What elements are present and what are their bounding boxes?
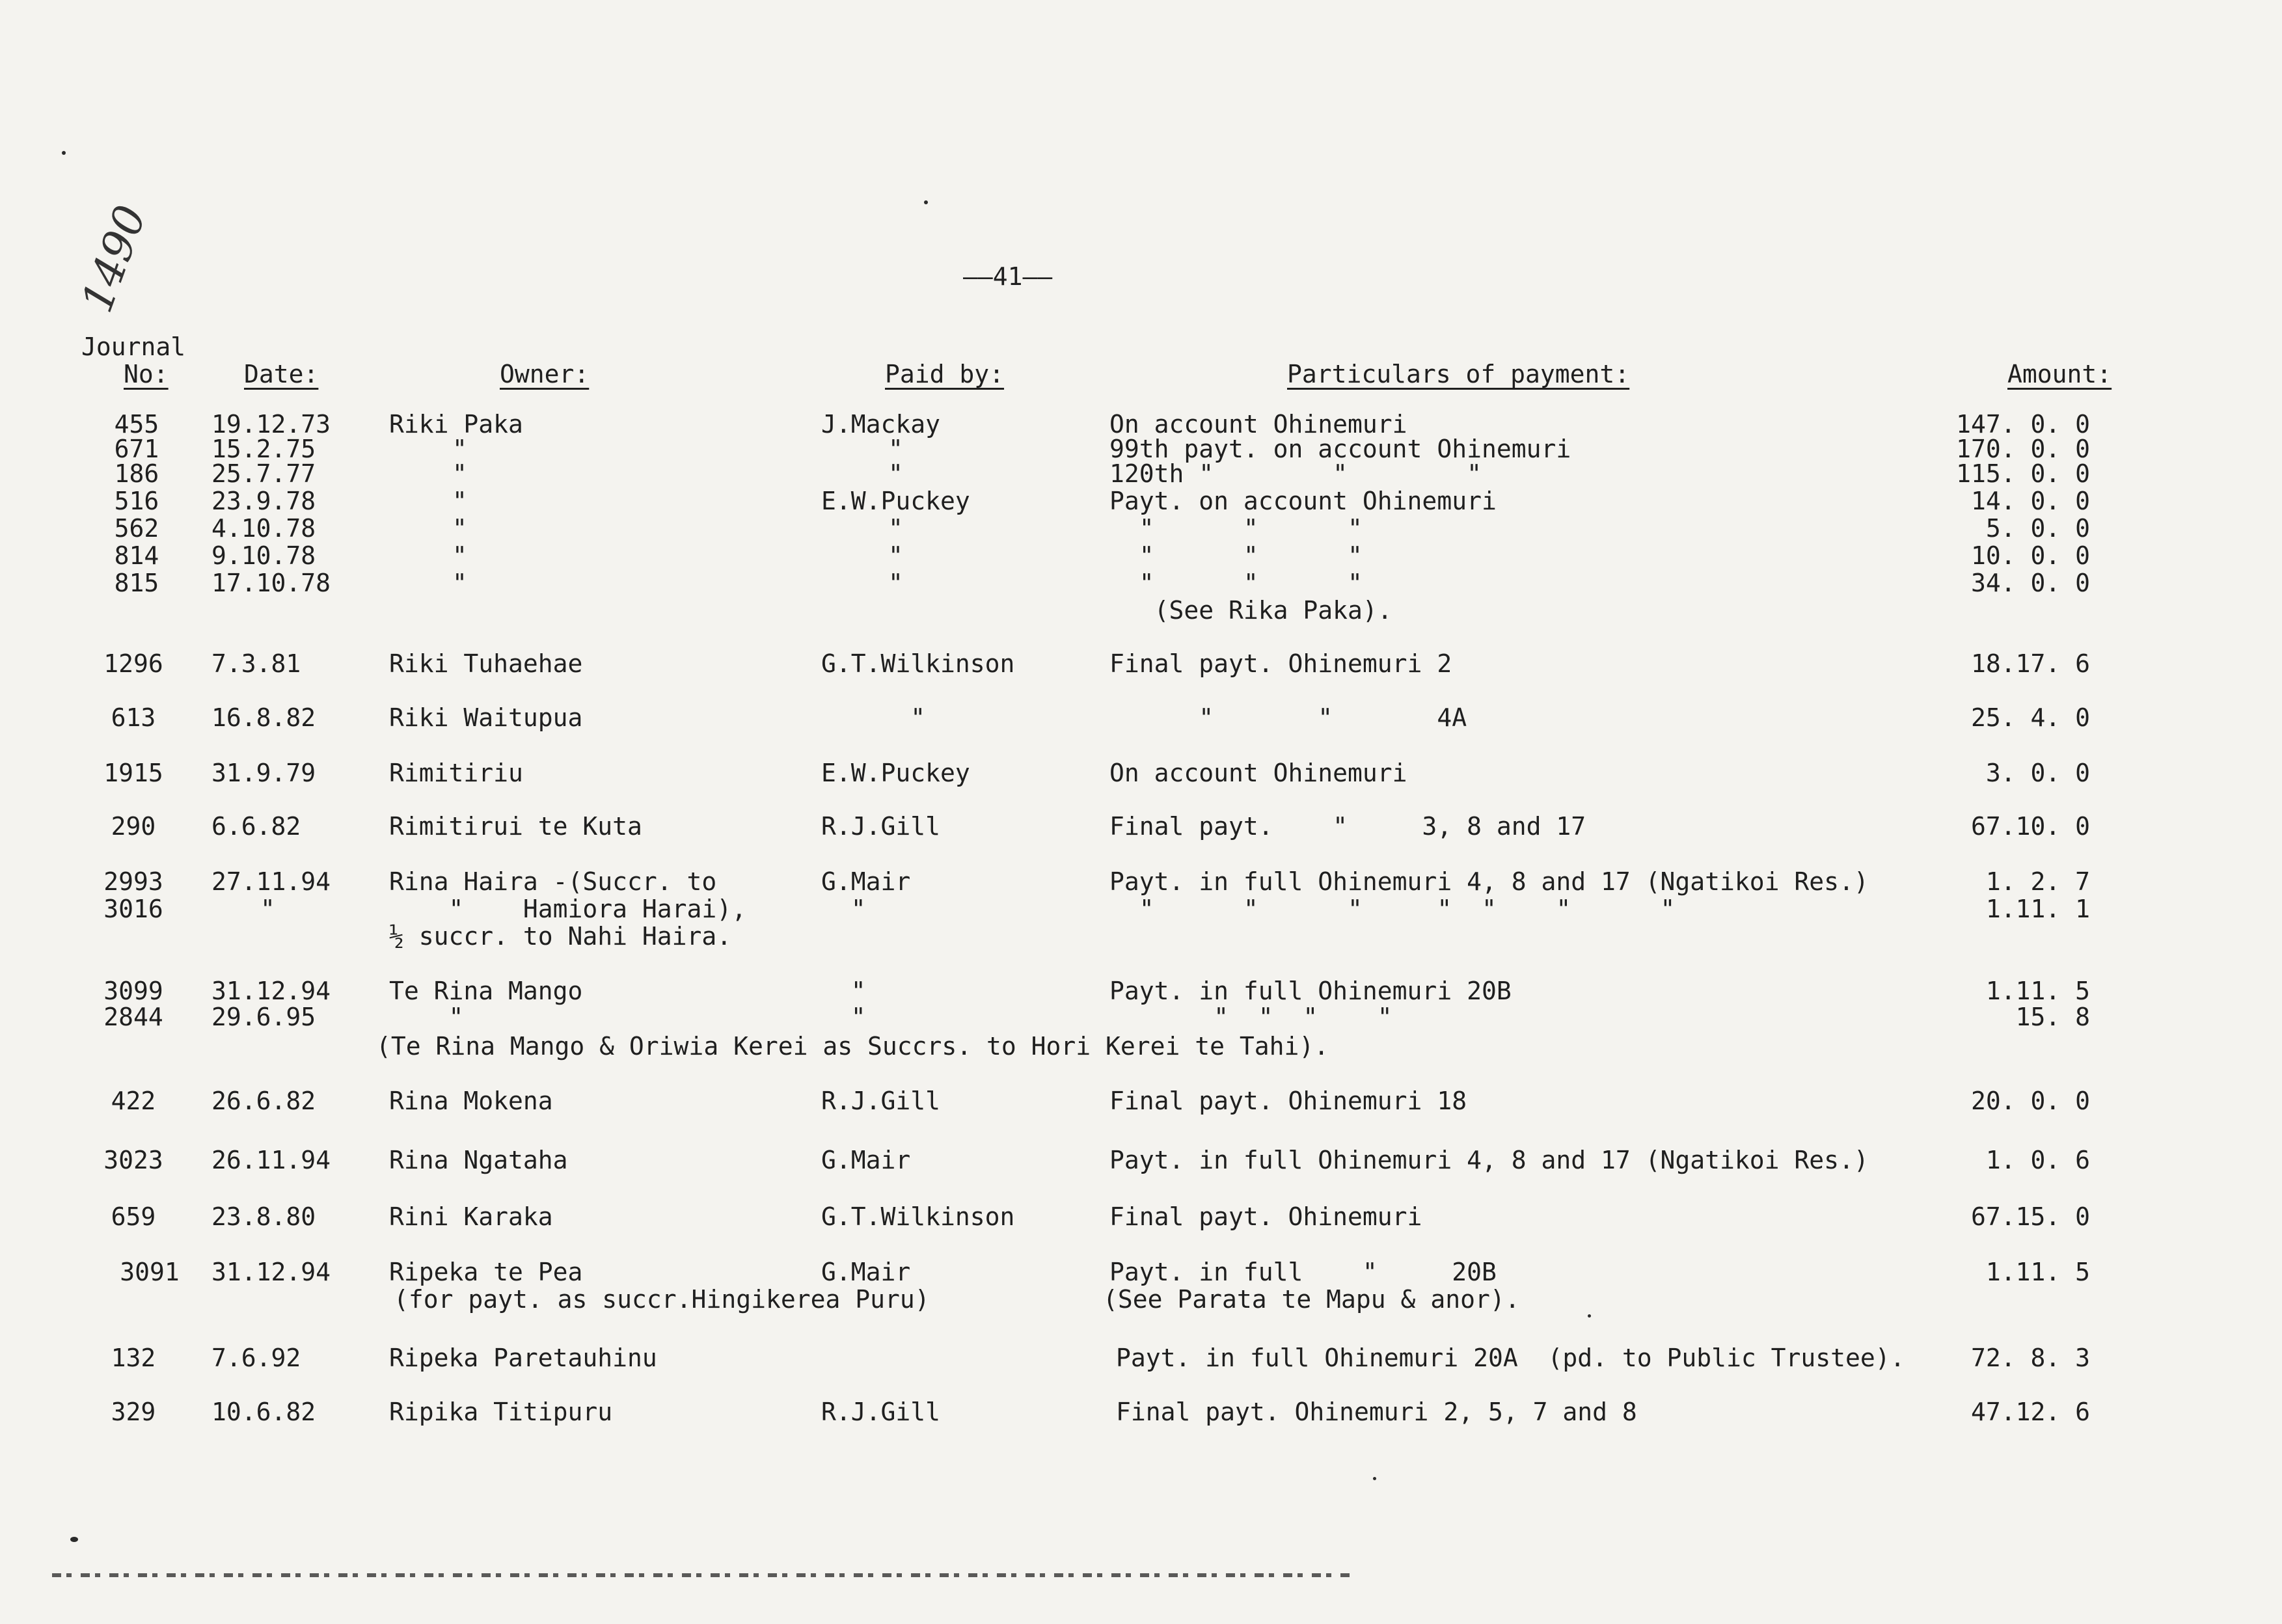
owner: " <box>452 541 467 570</box>
date: 26.6.82 <box>211 1087 316 1115</box>
owner: Riki Tuhaehae <box>389 649 583 678</box>
journal-no: 814 <box>114 541 159 570</box>
date: 16.8.82 <box>211 703 316 732</box>
particulars: Final payt. Ohinemuri <box>1109 1202 1422 1231</box>
paid-by: " <box>888 459 903 488</box>
owner: Riki Waitupua <box>389 703 583 732</box>
amount: 67.15. 0 <box>1970 1202 2090 1231</box>
scan-speck <box>1588 1314 1591 1318</box>
particulars: Final payt. Ohinemuri 2 <box>1109 649 1452 678</box>
paid-by: " <box>888 435 903 463</box>
amount: 115. 0. 0 <box>1956 459 2090 488</box>
paid-by: " <box>821 895 866 923</box>
date: 23.9.78 <box>211 487 316 515</box>
amount: 47.12. 6 <box>1970 1398 2090 1426</box>
paid-by: " <box>888 569 903 597</box>
amount: 5. 0. 0 <box>1985 514 2090 543</box>
journal-no: 613 <box>111 703 156 732</box>
amount: 25. 4. 0 <box>1970 703 2090 732</box>
journal-no: 815 <box>114 569 159 597</box>
amount: 1.11. 1 <box>1985 895 2090 923</box>
journal-no: 3023 <box>103 1146 163 1174</box>
paid-by: G.Mair <box>821 867 911 896</box>
journal-no: 455 <box>114 410 159 439</box>
particulars: Final payt. Ohinemuri 2, 5, 7 and 8 <box>1116 1398 1637 1426</box>
paid-by: G.T.Wilkinson <box>821 649 1015 678</box>
amount: 15. 8 <box>2015 1003 2090 1031</box>
particulars: Final payt. " 3, 8 and 17 <box>1109 812 1586 841</box>
owner: Rimitirui te Kuta <box>389 812 642 841</box>
date: 26.11.94 <box>211 1146 331 1174</box>
particulars: " " " " <box>1109 1003 1392 1031</box>
amount: 1.11. 5 <box>1985 1258 2090 1286</box>
owner: " <box>452 514 467 543</box>
particulars: Final payt. Ohinemuri 18 <box>1109 1087 1467 1115</box>
particulars: " " " " " " " <box>1109 895 1676 923</box>
page-number: ——41—— <box>963 262 1053 291</box>
amount: 14. 0. 0 <box>1970 487 2090 515</box>
date: 10.6.82 <box>211 1398 316 1426</box>
owner: " <box>389 1003 464 1031</box>
particulars-note: (See Rika Paka). <box>1109 596 1392 625</box>
date: 7.3.81 <box>211 649 301 678</box>
date: 25.7.77 <box>211 459 316 488</box>
paid-by: E.W.Puckey <box>821 487 970 515</box>
particulars: On account Ohinemuri <box>1109 410 1407 439</box>
particulars: 99th payt. on account Ohinemuri <box>1109 435 1571 463</box>
date: 19.12.73 <box>211 410 331 439</box>
date: 31.12.94 <box>211 1258 331 1286</box>
particulars: Payt. in full Ohinemuri 4, 8 and 17 (Ngatikoi Res.) <box>1109 867 1869 896</box>
header-particulars: Particulars of payment: <box>1287 360 1630 388</box>
owner: " Hamiora Harai), <box>389 895 747 923</box>
amount: 67.10. 0 <box>1970 812 2090 841</box>
date: 6.6.82 <box>211 812 301 841</box>
header-date: Date: <box>244 360 319 388</box>
header-amount: Amount: <box>2007 360 2112 388</box>
owner: Rina Haira -(Succr. to <box>389 867 717 896</box>
header-paid-by: Paid by: <box>885 360 1005 388</box>
margin-note: 1490 <box>72 198 156 319</box>
owner-note: ½ succr. to Nahi Haira. <box>389 922 732 951</box>
date: 15.2.75 <box>211 435 316 463</box>
paid-by: " <box>821 977 866 1005</box>
amount: 3. 0. 0 <box>1985 759 2090 787</box>
particulars: Payt. in full Ohinemuri 20B <box>1109 977 1512 1005</box>
scan-speck <box>924 200 928 204</box>
date: 29.6.95 <box>211 1003 316 1031</box>
amount: 20. 0. 0 <box>1970 1087 2090 1115</box>
paid-by: G.Mair <box>821 1258 911 1286</box>
journal-no: 516 <box>114 487 159 515</box>
journal-no: 329 <box>111 1398 156 1426</box>
amount: 18.17. 6 <box>1970 649 2090 678</box>
particulars: " " " <box>1109 569 1363 597</box>
date: 4.10.78 <box>211 514 316 543</box>
journal-no: 290 <box>111 812 156 841</box>
journal-no: 1296 <box>103 649 163 678</box>
paid-by: " <box>888 514 903 543</box>
owner-note: (for payt. as succr.Hingikerea Puru) <box>394 1285 930 1314</box>
journal-no: 186 <box>114 459 159 488</box>
owner: " <box>452 435 467 463</box>
amount: 170. 0. 0 <box>1956 435 2090 463</box>
date: 17.10.78 <box>211 569 331 597</box>
journal-no: 132 <box>111 1344 156 1372</box>
owner: Riki Paka <box>389 410 523 439</box>
owner: Rini Karaka <box>389 1202 553 1231</box>
particulars: " " " <box>1109 514 1363 543</box>
scan-speck <box>70 1537 78 1542</box>
owner-note: (Te Rina Mango & Oriwia Kerei as Succrs. to Hori Kerei te Tahi). <box>376 1032 1329 1061</box>
paid-by: R.J.Gill <box>821 1398 941 1426</box>
particulars: " " 4A <box>1109 703 1467 732</box>
owner: Ripika Titipuru <box>389 1398 613 1426</box>
journal-no: 659 <box>111 1202 156 1231</box>
journal-no: 3091 <box>120 1258 180 1286</box>
owner: Te Rina Mango <box>389 977 583 1005</box>
journal-no: 3016 <box>103 895 163 923</box>
amount: 1. 2. 7 <box>1985 867 2090 896</box>
header-owner: Owner: <box>500 360 590 388</box>
amount: 72. 8. 3 <box>1970 1344 2090 1372</box>
particulars: Payt. in full " 20B <box>1109 1258 1497 1286</box>
amount: 1. 0. 6 <box>1985 1146 2090 1174</box>
paid-by: G.Mair <box>821 1146 911 1174</box>
paid-by: G.T.Wilkinson <box>821 1202 1015 1231</box>
particulars-note: (See Parata te Mapu & anor). <box>1103 1285 1520 1314</box>
paid-by: J.Mackay <box>821 410 941 439</box>
owner: " <box>452 569 467 597</box>
paid-by: R.J.Gill <box>821 1087 941 1115</box>
amount: 147. 0. 0 <box>1956 410 2090 439</box>
paid-by: " <box>821 703 926 732</box>
amount: 10. 0. 0 <box>1970 541 2090 570</box>
journal-no: 562 <box>114 514 159 543</box>
owner: Ripeka Paretauhinu <box>389 1344 657 1372</box>
date: 9.10.78 <box>211 541 316 570</box>
date: 31.9.79 <box>211 759 316 787</box>
particulars: Payt. in full Ohinemuri 4, 8 and 17 (Ngatikoi Res.) <box>1109 1146 1869 1174</box>
paid-by: " <box>888 541 903 570</box>
date: 31.12.94 <box>211 977 331 1005</box>
particulars: Payt. in full Ohinemuri 20A (pd. to Public Trustee). <box>1116 1344 1905 1372</box>
journal-no: 2844 <box>103 1003 163 1031</box>
journal-no: 422 <box>111 1087 156 1115</box>
owner: " <box>452 459 467 488</box>
paid-by: E.W.Puckey <box>821 759 970 787</box>
amount: 34. 0. 0 <box>1970 569 2090 597</box>
owner: Rimitiriu <box>389 759 523 787</box>
scan-speck <box>62 151 66 155</box>
particulars: 120th " " " <box>1109 459 1482 488</box>
journal-no: 3099 <box>103 977 163 1005</box>
owner: " <box>452 487 467 515</box>
paid-by: " <box>821 1003 866 1031</box>
date: 7.6.92 <box>211 1344 301 1372</box>
journal-no: 1915 <box>103 759 163 787</box>
header-journal-no-line1: Journal <box>81 332 186 361</box>
scan-edge-noise <box>52 1573 1353 1577</box>
journal-no: 2993 <box>103 867 163 896</box>
owner: Rina Ngataha <box>389 1146 568 1174</box>
owner: Rina Mokena <box>389 1087 553 1115</box>
header-journal-no-line2: No: <box>124 360 169 388</box>
scan-speck <box>1373 1477 1376 1480</box>
amount: 1.11. 5 <box>1985 977 2090 1005</box>
date: 23.8.80 <box>211 1202 316 1231</box>
date: " <box>260 895 275 923</box>
owner: Ripeka te Pea <box>389 1258 583 1286</box>
journal-no: 671 <box>114 435 159 463</box>
particulars: Payt. on account Ohinemuri <box>1109 487 1497 515</box>
paid-by: R.J.Gill <box>821 812 941 841</box>
date: 27.11.94 <box>211 867 331 896</box>
particulars: " " " <box>1109 541 1363 570</box>
particulars: On account Ohinemuri <box>1109 759 1407 787</box>
